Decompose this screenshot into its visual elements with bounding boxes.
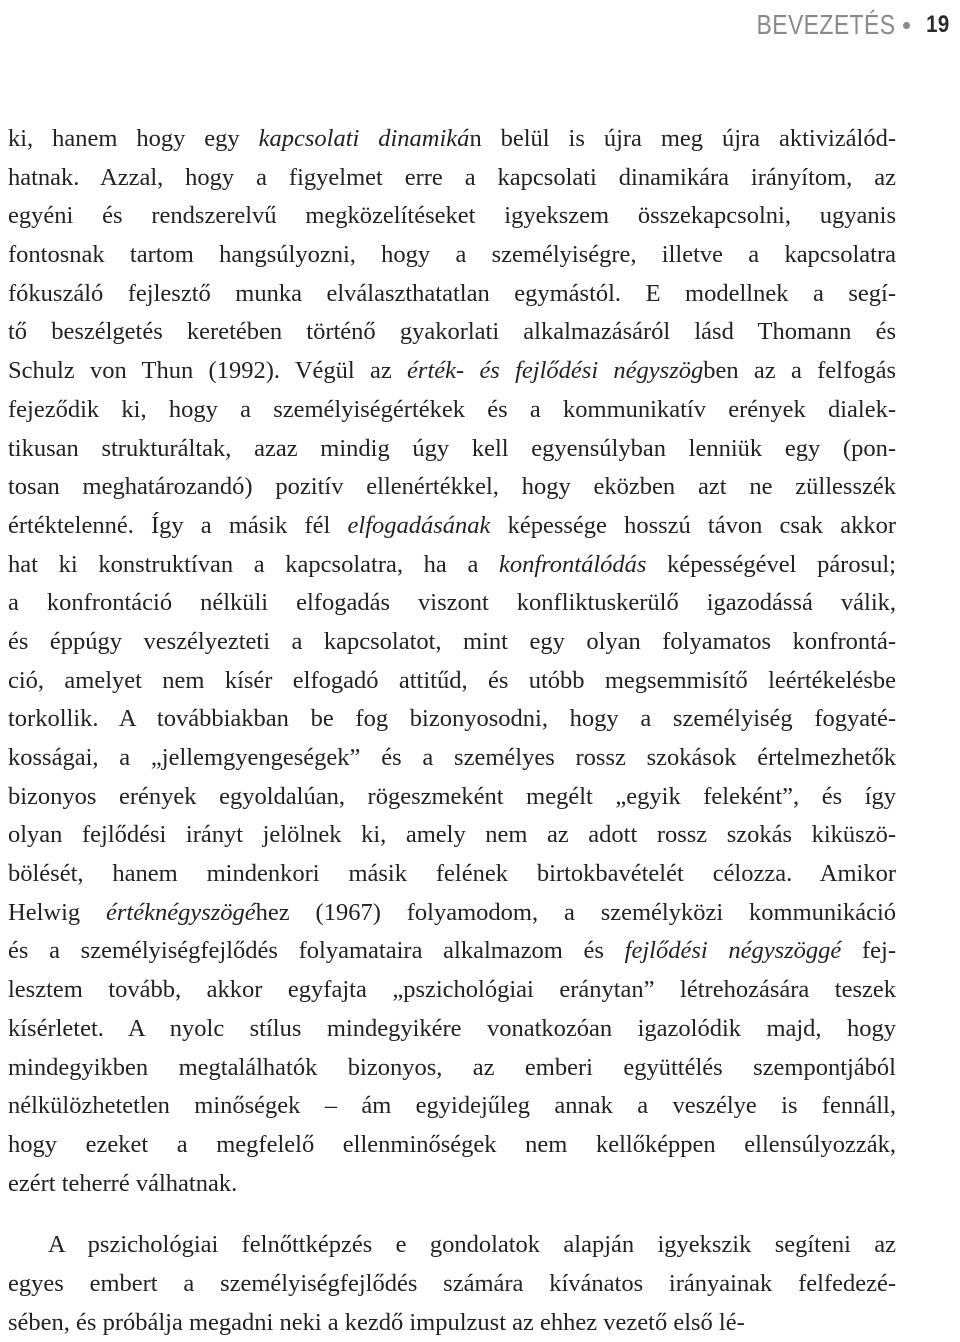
text-line: sében, és próbálja megadni neki a kezdő impulzust az ehhez vezető első lé-	[8, 1308, 745, 1336]
text-line: hogy ezeket a megfelelő ellenminőségek nem kellőképpen ellensúlyozzák,	[8, 1130, 896, 1158]
text-line: hatnak. Azzal, hogy a figyelmet erre a kapcsolati dinamikára irányítom, az	[8, 163, 896, 191]
italic-term: fejlődési négyszöggé	[624, 937, 842, 965]
text-line: bölését, hanem mindenkori másik felének birtokbavételét célozza. Amikor	[8, 860, 896, 888]
text-line: tosan meghatározandó) pozitív ellenértékkel, hogy eközben azt ne züllesszék	[8, 473, 896, 501]
text-line: ció, amelyet nem kísér elfogadó attitűd, és utóbb megsemmisítő leértékelésbe	[8, 666, 896, 694]
text-line: hat ki konstruktívan a kapcsolatra, ha a konfrontálódás képességével párosul;	[8, 550, 896, 578]
text-line: kosságai, a „jellemgyengeségek” és a személyes rossz szokások értelmezhetők	[8, 744, 896, 771]
italic-term: elfogadásának	[347, 511, 491, 539]
italic-term: kapcsolati dinamiká	[258, 125, 470, 152]
text-line: fejeződik ki, hogy a személyiségértékek és a kommunikatív erények dialek-	[8, 395, 896, 423]
text-line: ezért teherré válhatnak.	[8, 1169, 238, 1197]
text-line: Helwig értéknégyszögéhez (1967) folyamodom, a személyközi kommunikáció	[8, 898, 897, 926]
text-line: fontosnak tartom hangsúlyozni, hogy a személyiségre, illetve a kapcsolatra	[8, 241, 896, 269]
running-header	[726, 6, 950, 44]
paragraph-gap	[8, 1203, 896, 1226]
italic-term: érték- és fejlődési négyszög	[407, 357, 704, 385]
text-line: fókuszáló fejlesztő munka elválaszthatatlan egymástól. E modellnek a segí-	[8, 279, 896, 307]
text-line: ki, hanem hogy egy kapcsolati dinamikán belül is újra meg újra aktivizálód-	[8, 125, 896, 152]
text-line: tő beszélgetés keretében történő gyakorlati alkalmazásáról lásd Thomann és	[8, 318, 896, 346]
text-line: lesztem tovább, akkor egyfajta „pszichológiai eránytan” létrehozására teszek	[8, 976, 896, 1004]
text-line: a konfrontáció nélküli elfogadás viszont konfliktuskerülő igazodássá válik,	[8, 589, 896, 617]
text-line: A pszichológiai felnőttképzés e gondolatok alapján igyekszik segíteni az	[48, 1231, 896, 1259]
page-number: 19	[926, 11, 950, 38]
text-line: tikusan strukturáltak, azaz mindig úgy kell egyensúlyban lenniük egy (pon-	[8, 434, 896, 462]
text-line: és éppúgy veszélyezteti a kapcsolatot, mint egy olyan folyamatos konfrontá-	[8, 627, 896, 655]
italic-term: konfrontálódás	[499, 550, 647, 578]
section-title: BEVEZETÉS	[756, 9, 896, 40]
text-line: egyes embert a személyiségfejlődés számára kívánatos irányainak felfedezé-	[8, 1269, 896, 1297]
text-line: mindegyikben megtalálhatók bizonyos, az emberi együttélés szempontjából	[8, 1053, 896, 1081]
text-line: értéktelenné. Így a másik fél elfogadásának képessége hosszú távon csak akkor	[8, 511, 896, 539]
italic-term: értéknégyszögé	[106, 898, 256, 926]
body-text	[8, 120, 896, 1342]
text-line: nélkülözhetetlen minőségek – ám egyidejűleg annak a veszélye is fennáll,	[8, 1092, 896, 1120]
text-line: egyéni és rendszerelvű megközelítéseket igyekszem összekapcsolni, ugyanis	[8, 202, 896, 230]
text-line: kísérletet. A nyolc stílus mindegyikére vonatkozóan igazolódik majd, hogy	[8, 1014, 896, 1042]
text-line: torkollik. A továbbiakban be fog bizonyosodni, hogy a személyiség fogyaté-	[8, 705, 896, 733]
text-line: Schulz von Thun (1992). Végül az érték- és fejlődési négyszögben az a felfogás	[8, 357, 897, 385]
text-line: bizonyos erények egyoldalúan, rögeszmeként megélt „egyik feleként”, és így	[8, 782, 896, 810]
bullet-separator	[903, 22, 910, 29]
text-line: olyan fejlődési irányt jelölnek ki, amely nem az adott rossz szokás kiküszö-	[8, 821, 896, 849]
text-line: és a személyiségfejlődés folyamataira alkalmazom és fejlődési négyszöggé fej-	[8, 937, 897, 965]
